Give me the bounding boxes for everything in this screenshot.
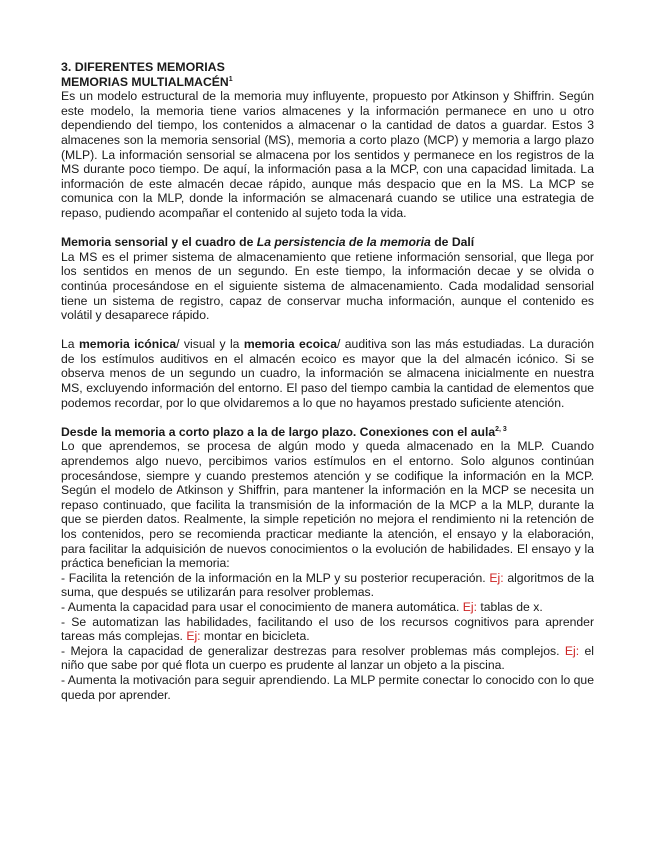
- list-item: - Facilita la retención de la información en la MLP y su posterior recuperación. Ej: algoritmos de la suma, que después se utilizarán para resolver problemas.: [61, 570, 594, 600]
- intro-paragraph: Es un modelo estructural de la memoria muy influyente, propuesto por Atkinson y Shiffrin. Según este modelo, la memoria tiene varios almacenes y la información permanece en uno u otro dependiendo del tiempo, los contenidos a almacenar o la cantidad de datos a guardar. Estos 3 almacenes son la memoria sensorial (MS), memoria a corto plazo (MCP) y memoria a largo plazo (MLP). La información sensorial se almacena por los sentidos y permanece en los registros de la MS durante poco tiempo. De aquí, la información pasa a la MCP, con una capacidad limitada. La información de este almacén decae rápido, aunque más despacio que en la MS. La MCP se comunica con la MLP, donde la información se almacenará cuando se utilice una estrategia de repaso, pudiendo acompañar el contenido al sujeto toda la vida.: [61, 89, 594, 220]
- iconic-text-2: / visual y la: [176, 337, 244, 352]
- ms-heading: [61, 235, 594, 250]
- document-page: [61, 60, 594, 702]
- iconic-text-1: La: [61, 337, 79, 352]
- subtitle-text: MEMORIAS MULTIALMACÉN: [61, 74, 229, 89]
- ms-paragraph: La MS es el primer sistema de almacenamiento que retiene información sensorial, que llega por los sentidos en menos de un segundo. En este tiempo, la información decae y se olvida o continúa procesándose en el siguiente sistema de almacenamiento. Cada modalidad sensorial tiene un sistema de registro, capaz de conservar mucha información, aunque el contenido es volátil y desaparece rápido.: [61, 249, 594, 323]
- list-item: - Se automatizan las habilidades, facilitando el uso de los recursos cognitivos para aprender tareas más complejas. Ej: montar en bicicleta.: [61, 614, 594, 644]
- ms-heading-suffix: de Dalí: [430, 235, 475, 250]
- mcp-paragraph: Lo que aprendemos, se procesa de algún modo y queda almacenado en la MLP. Cuando aprendemos algo nuevo, percibimos varios estímulos en el entorno. Solo algunos continúan procesándose, siempre y cuando prestemos atención y se codifique la información en la MCP. Según el modelo de Atkinson y Shiffrin, para mantener la información en la MCP se necesita un repaso continuado, que facilita la transmisión de la información de la MCP a la MLP, durante la que se pierden datos. Realmente, la simple repetición no mejora el rendimiento ni la retención de los contenidos, pero se recomienda practicar mediante la atención, el ensayo y la elaboración, para facilitar la adquisición de nuevos conocimientos o la evolución de habilidades. El ensayo y la práctica benefician la memoria:: [61, 439, 594, 571]
- ej-label: Ej:: [564, 643, 580, 658]
- list-item: - Aumenta la capacidad para usar el conocimiento de manera automática. Ej: tablas de x.: [61, 599, 543, 614]
- ej-label: Ej:: [186, 629, 201, 644]
- ej-label: Ej:: [489, 570, 504, 585]
- iconic-paragraph: [61, 337, 594, 410]
- section-title: 3. DIFERENTES MEMORIAS: [61, 60, 225, 74]
- iconic-text-3: / auditiva son las más estudiadas. La duración de los estímulos auditivos en el almacén ecoico es mayor que la del almacén icónico. Si se observa menos de un segundo un cuadro, la información se almacena inicialmente en nuestra MS, excluyendo información del entorno. El paso del tiempo cambia la cantidad de elementos que podemos recordar, por lo que olvidaremos a lo que no hayamos prestado suficiente atención.: [61, 337, 595, 410]
- iconic-term: memoria icónica: [78, 337, 177, 352]
- mcp-heading-text: Desde la memoria a corto plazo a la de largo plazo. Conexiones con el aula: [61, 424, 496, 439]
- mcp-heading: [61, 425, 594, 440]
- ms-heading-italic: La persistencia de la memoria: [256, 235, 431, 250]
- subtitle-footnote-ref: 1: [228, 75, 233, 83]
- ej-label: Ej:: [462, 599, 477, 614]
- list-item: - Aumenta la motivación para seguir aprendiendo. La MLP permite conectar lo conocido con lo que queda por aprender.: [61, 672, 594, 702]
- echoic-term: memoria ecoica: [243, 337, 337, 352]
- subtitle: [61, 75, 594, 90]
- ms-heading-prefix: Memoria sensorial y el cuadro de: [61, 235, 257, 250]
- benefits-list: [61, 571, 594, 702]
- mcp-heading-footnote-ref: 2, 3: [495, 425, 507, 433]
- list-item: - Mejora la capacidad de generalizar destrezas para resolver problemas más complejos. Ej: el niño que sabe por qué flota un cuerpo es prudente al lanzar un objeto a la piscina.: [61, 643, 595, 673]
